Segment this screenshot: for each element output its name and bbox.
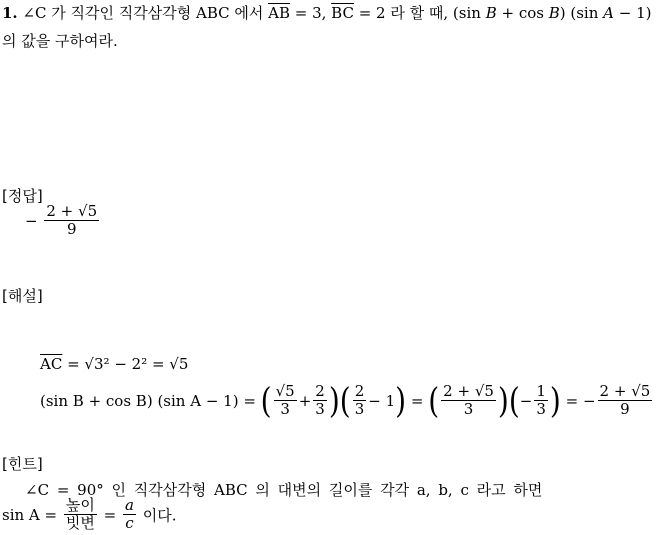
problem-number: 1. xyxy=(2,4,18,22)
answer-label: [정답] xyxy=(2,187,43,205)
fraction-4: $\frac{2 + √5}{3}$ xyxy=(443,382,494,419)
answer-numerator: 2 + √5 xyxy=(46,202,98,220)
fraction-5: $\frac{1}{3}$ xyxy=(536,382,546,419)
solution-eq-2: (sin B + cos B) (sin A − 1) = ( $\frac{√5}{3}$ + $\frac{2}{3}$ )( $\frac{2}{3}$ − 1) = ( $\frac{2 + √5}{3}$ )(− $\frac{1}{3}$ ) = − $\frac{2 + √5}{9}$ xyxy=(40,380,651,422)
solution-label: [해설] xyxy=(2,287,43,305)
hint-tail: 이다. xyxy=(142,506,177,525)
var-b-2: B xyxy=(548,4,560,22)
answer-fraction xyxy=(44,203,99,239)
problem-line-1 xyxy=(2,2,652,23)
fraction-3: $\frac{2}{3}$ xyxy=(354,382,365,419)
var-b-1: B xyxy=(485,4,497,22)
problem-eq-ab: = 3, xyxy=(289,4,332,22)
fraction-2: $\frac{2}{3}$ xyxy=(315,382,325,419)
problem-eq-bc: = 2 라 할 때, (sin xyxy=(353,4,481,22)
hint-line-1: ∠C = 90° 인 직각삼각형 ABC 의 대변의 길이를 각각 a, b, c 라고 하면 xyxy=(25,481,543,499)
answer-expression xyxy=(25,203,101,239)
solution-eq-1-rest: = √3² − 2² = √5 xyxy=(67,355,189,373)
solution-eq-1 xyxy=(40,355,188,373)
problem-line-2: 의 값을 구하여라. xyxy=(2,32,118,50)
problem-sin: ) (sin xyxy=(559,4,604,22)
segment-ab: $\overline{AB}$ xyxy=(268,4,290,22)
var-a: A xyxy=(603,4,615,22)
hint-label: [힌트] xyxy=(2,455,43,473)
hint-sin-a: sin A = xyxy=(2,505,58,524)
solution-eq-2-lhs: (sin B + cos B) (sin A − 1) = xyxy=(40,391,256,410)
hint-line-2 xyxy=(2,497,176,533)
problem-text-a: ∠C 가 직각인 직각삼각형 ABC 에서 xyxy=(22,4,269,22)
fraction-1: $\frac{√5}{3}$ xyxy=(275,382,295,419)
segment-ac: $\overline{AC}$ xyxy=(40,355,63,373)
segment-bc: $\overline{BC}$ xyxy=(331,4,354,22)
answer-denominator: 9 xyxy=(66,220,77,239)
hint-fraction-vars: $\frac{a}{c}$ xyxy=(125,496,134,533)
hint-fraction-words: $\frac{\text{높이}}{\text{빗변}}$ xyxy=(65,496,95,533)
hint-eq: = xyxy=(103,505,117,524)
answer-sign: − xyxy=(25,211,38,230)
fraction-6: $\frac{2 + √5}{9}$ xyxy=(599,382,651,419)
problem-minus: − 1) xyxy=(614,4,652,22)
problem-cos: + cos xyxy=(496,4,549,22)
